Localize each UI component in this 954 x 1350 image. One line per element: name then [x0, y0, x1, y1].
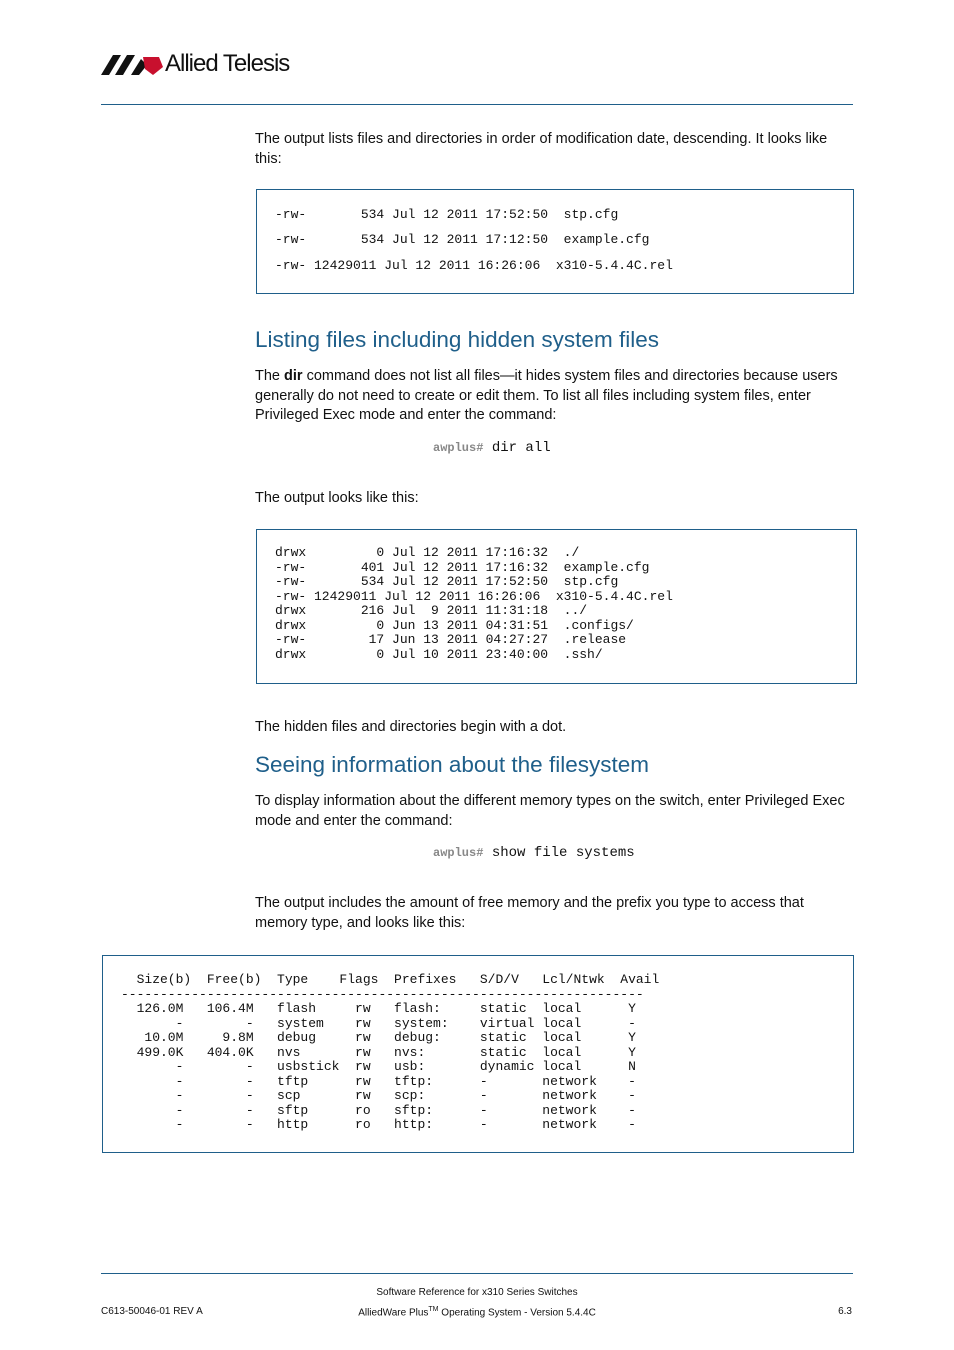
para-text: command does not list all files—it hides system files and directories because users generally do not need to create or edit them. To list all files including system files, enter Privileged Exec mode and enter the command: — [255, 368, 838, 423]
prompt: awplus# — [433, 846, 484, 860]
code-line: -rw- 12429011 Jul 12 2011 16:26:06 x310-5.4.4C.rel — [275, 258, 673, 273]
command-line — [433, 845, 635, 861]
code-line: -rw- 534 Jul 12 2011 17:12:50 example.cfg — [275, 232, 650, 247]
prompt: awplus# — [433, 441, 484, 455]
filesystem-table-output: Size(b) Free(b) Type Flags Prefixes S/D/V Lcl/Ntwk Avail ------------------------------------------------------------------- 126.0M 106.4M flash rw flash: static local Y - - system rw system: virtual local - 10.0M 9.8M debug rw debug: static local Y 499.0K 404.0K nvs rw nvs: static local Y - - usbstick rw usb: dynamic local N - - tftp rw tftp: - network - - - scp rw scp: - network - - - sftp ro sftp: - network - - - http ro http: - network - — [121, 972, 660, 1132]
company-logo — [101, 48, 301, 80]
header-divider — [101, 104, 853, 105]
para-text: The — [255, 368, 285, 384]
command-name: dir — [284, 368, 303, 384]
code-box-hidden-listing — [256, 529, 857, 684]
logo-mark-icon — [101, 51, 163, 77]
output-intro: The output includes the amount of free memory and the prefix you type to access that memory type, and looks like this: — [255, 895, 804, 931]
code-line: -rw- 534 Jul 12 2011 17:52:50 stp.cfg — [275, 207, 619, 222]
section-heading: Seeing information about the filesystem — [255, 752, 649, 777]
command-text: dir all — [491, 440, 551, 456]
trademark: TM — [428, 1306, 439, 1313]
dir-paragraph — [255, 367, 853, 426]
command-line — [433, 440, 551, 456]
logo-text: Allied Telesis — [165, 50, 290, 77]
intro-paragraph: The output lists files and directories in order of modification date, descending. It looks like this: — [255, 131, 828, 167]
page-number: 6.3 — [838, 1306, 852, 1317]
hidden-note: The hidden files and directories begin with a dot. — [255, 719, 567, 735]
footer-os-line — [0, 1306, 954, 1318]
section-heading: Listing files including hidden system files — [255, 327, 659, 352]
footer-divider — [101, 1273, 853, 1274]
doc-id: C613-50046-01 REV A — [101, 1306, 203, 1317]
code-box-listing — [256, 189, 854, 294]
filesystem-paragraph: To display information about the different memory types on the switch, enter Privileged Exec mode and enter the command: — [255, 793, 845, 829]
command-text: show file systems — [491, 845, 635, 861]
footer-title: Software Reference for x310 Series Switches — [376, 1287, 578, 1298]
code-output: drwx 0 Jul 12 2011 17:16:32 ./ -rw- 401 Jul 12 2011 17:16:32 example.cfg -rw- 534 Jul 12 2011 17:52:50 stp.cfg -rw- 12429011 Jul 12 2011 16:26:06 x310-5.4.4C.rel drwx 216 Jul 9 2011 11:31:18 ../ drwx 0 Jun 13 2011 04:31:51 .configs/ -rw- 17 Jun 13 2011 04:27:27 .release drwx 0 Jul 10 2011 23:40:00 .ssh/ — [275, 545, 673, 662]
footer-text: Operating System - Version 5.4.4C — [438, 1307, 596, 1319]
output-intro: The output looks like this: — [255, 490, 419, 506]
footer-text: AlliedWare Plus — [358, 1307, 429, 1319]
code-box-filesystems — [102, 955, 854, 1153]
